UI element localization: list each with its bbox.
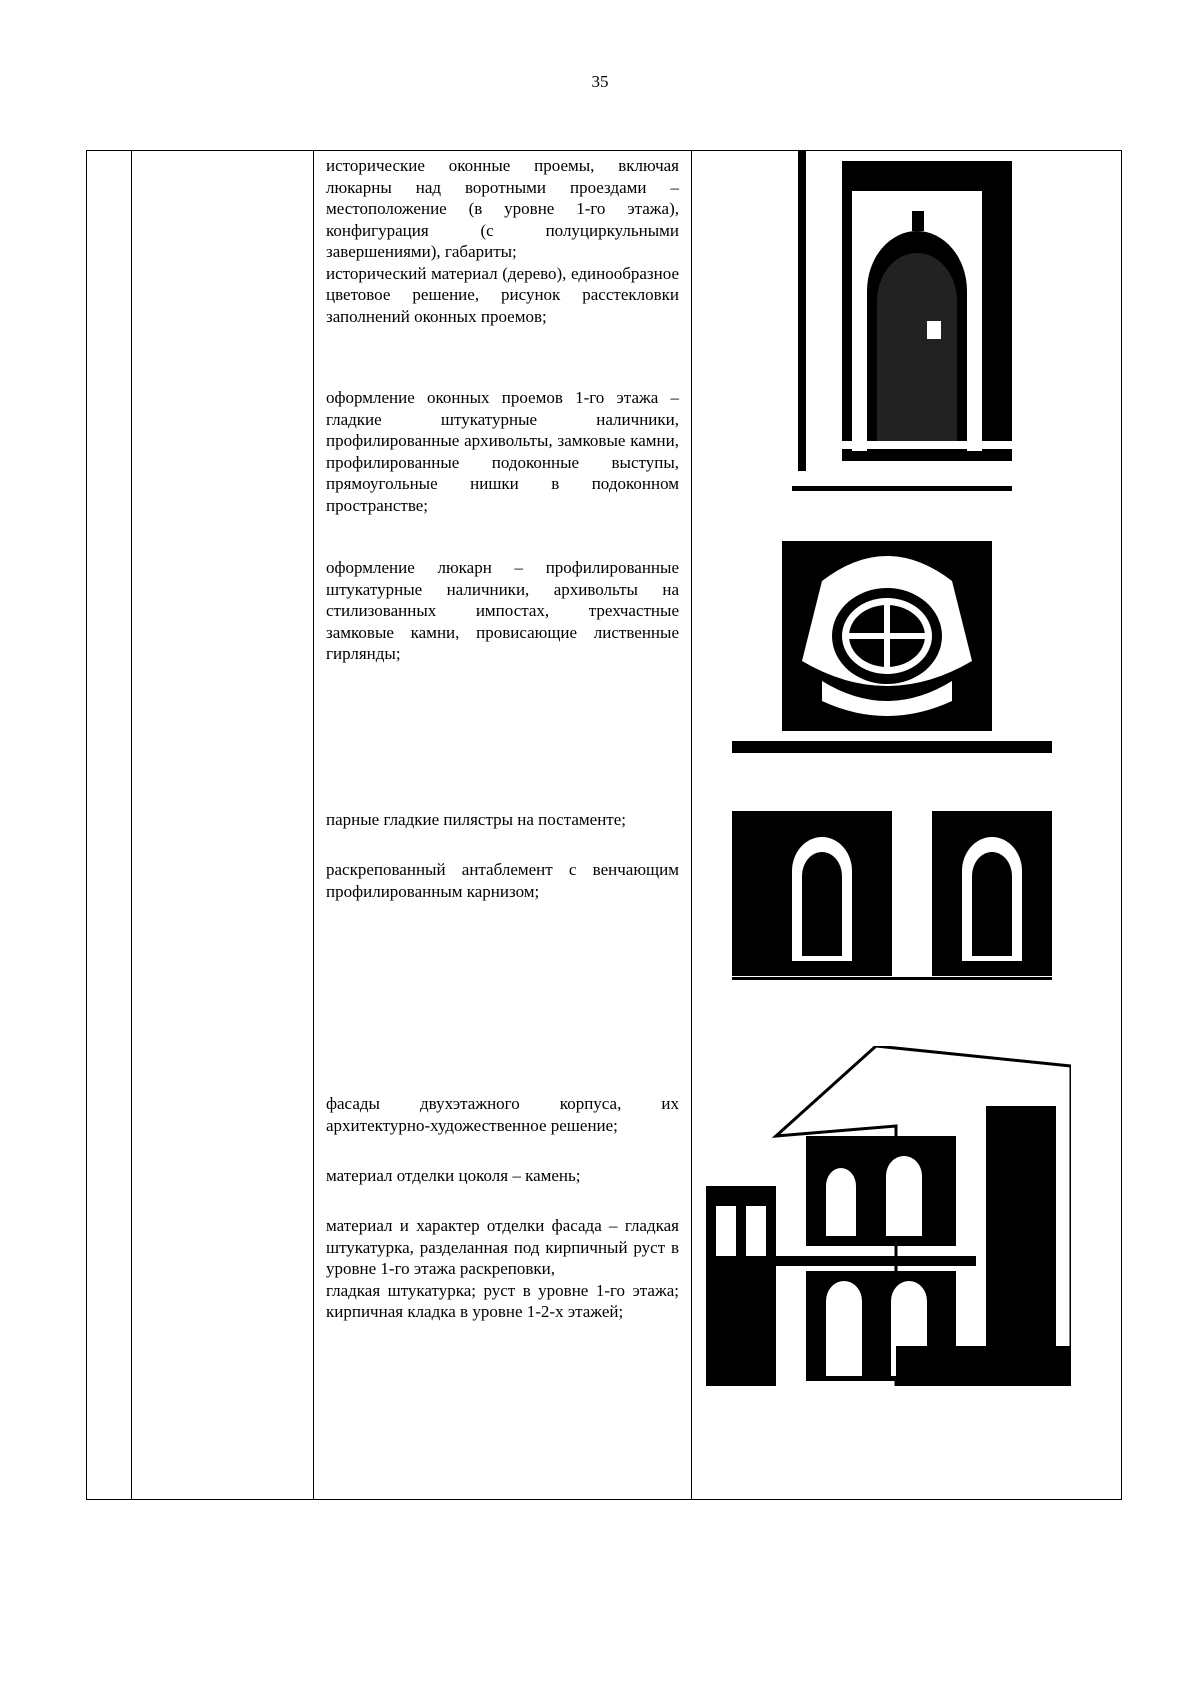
table-row (87, 151, 1122, 1500)
text-block-lucarne-decor (326, 557, 679, 665)
text-block-window-decor (326, 387, 679, 516)
text-block-plinth (326, 1165, 679, 1187)
number-cell (87, 151, 132, 1500)
text-block-facades (326, 1093, 679, 1136)
protection-subject-table (86, 150, 1122, 1500)
text-block-facade-finish (326, 1215, 679, 1323)
page-number: 35 (591, 72, 609, 91)
text-block-pilasters (326, 809, 679, 831)
element-cell (132, 151, 314, 1500)
paragraph: гладкая штукатурка; руст в уровне 1-го этажа; кирпичная кладка в уровне 1-2-х этажей; (326, 1280, 679, 1321)
paragraph: исторический материал (дерево), единообразное цветовое решение, рисунок расстекловки заполнений оконных проемов; (326, 263, 679, 326)
photo-cell (692, 151, 1122, 1500)
paragraph: материал и характер отделки фасада – гладкая штукатурка, разделанная под кирпичный руст в уровне 1-го этажа раскреповки, (326, 1216, 679, 1278)
paragraph: оформление люкарн – профилированные штукатурные наличники, архивольты на стилизованных импостах, трехчастные замковые камни, провисающие лиственные гирлянды; (326, 558, 679, 663)
paragraph: парные гладкие пилястры на постаменте; (326, 810, 626, 829)
paragraph: фасады двухэтажного корпуса, их архитектурно-художественное решение; (326, 1094, 679, 1135)
building-facade-photo (706, 1046, 1071, 1386)
description-cell (314, 151, 692, 1500)
paragraph: оформление оконных проемов 1-го этажа – гладкие штукатурные наличники, профилированные архивольты, замковые камни, профилированные подоконные выступы, прямоугольные нишки в подоконном пространстве; (326, 388, 679, 515)
paragraph: исторические оконные проемы, включая люкарны над воротными проездами – местоположение (в уровне 1-го этажа), конфигурация (с полуциркульными завершениями), габариты; (326, 156, 679, 261)
text-block-entablature (326, 859, 679, 902)
text-block-windows (326, 155, 679, 327)
paragraph: раскрепованный антаблемент с венчающим профилированным карнизом; (326, 860, 679, 901)
paragraph: материал отделки цоколя – камень; (326, 1166, 581, 1185)
arched-window-photo (792, 151, 1012, 491)
pilasters-photo (732, 741, 1052, 986)
lucarne-photo (782, 541, 992, 731)
